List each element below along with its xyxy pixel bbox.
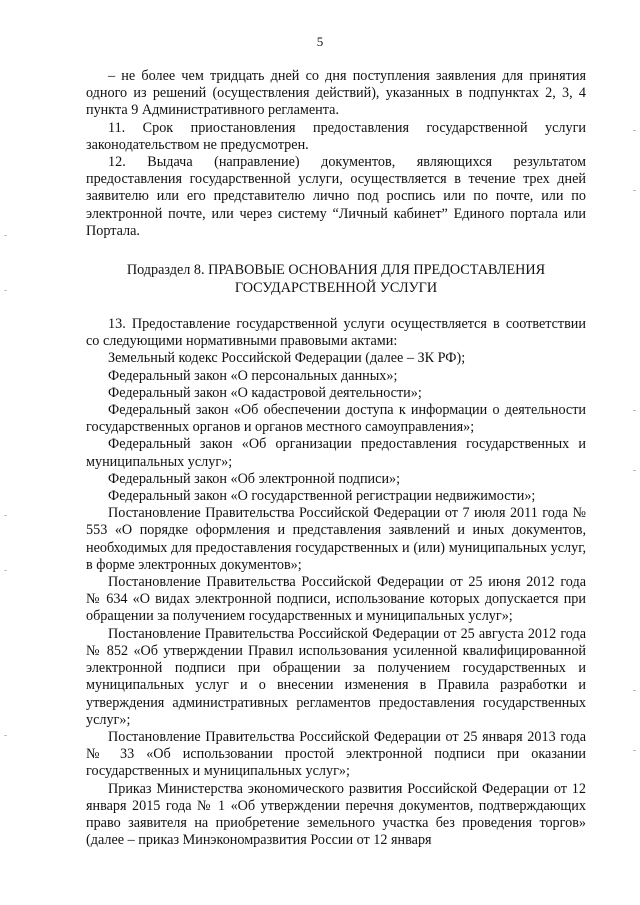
law-item-access-to-information: Федеральный закон «Об обеспечении доступа к информации о деятельности государственных органов и органов местного самоуправления»; (86, 402, 586, 436)
law-item-resolution-553: Постановление Правительства Российской Федерации от 7 июля 2011 года № 553 «О порядке оформления и представления заявлений и иных документов, необходимых для предоставления государственных и (или) муниципальных услуг, в форме электронных документов»; (86, 505, 586, 573)
law-item-order-1: Приказ Министерства экономического развития Российской Федерации от 12 января 2015 года № 1 «Об утверждении перечня документов, подтверждающих право заявителя на приобретение земельного участка без проведения торгов» (далее – приказ Минэкономразвития России от 12 января (86, 780, 586, 849)
paragraph-13-legal-basis: 13. Предоставление государственной услуги осуществляется в соответствии со следующими нормативными правовыми актами: (86, 316, 586, 350)
law-item-resolution-33: Постановление Правительства Российской Федерации от 25 января 2013 года № 33 «Об использовании простой электронной подписи при оказании государственных и муниципальных услуг»; (86, 728, 586, 780)
section-heading-line-1: Подраздел 8. ПРАВОВЫЕ ОСНОВАНИЯ ДЛЯ ПРЕДОСТАВЛЕНИЯ (126, 262, 546, 279)
scan-edge-marks-right (630, 0, 636, 905)
law-item-public-services: Федеральный закон «Об организации предоставления государственных и муниципальных услуг»; (86, 436, 586, 470)
paragraph-12-issuance: 12. Выдача (направление) документов, являющихся результатом предоставления государственной услуги, осуществляется в течение трех дней заявителю или его представителю лично под роспись или по почте, или по электронной почте, или через систему “Личный кабинет” Единого портала или Портала. (86, 154, 586, 239)
paragraph-deadline-thirty-days: – не более чем тридцать дней со дня поступления заявления для принятия одного из решений (осуществления действий), указанных в подпунктах 2, 3, 4 пункта 9 Административного регламента. (86, 68, 586, 119)
scan-edge-marks-left (4, 0, 10, 905)
law-item-electronic-signature: Федеральный закон «Об электронной подписи»; (108, 470, 401, 487)
document-body (86, 68, 586, 849)
paragraph-11-suspension-term: 11. Срок приостановления предоставления государственной услуги законодательством не предусмотрен. (86, 119, 586, 153)
law-item-resolution-634: Постановление Правительства Российской Федерации от 25 июня 2012 года № 634 «О видах электронной подписи, использование которых допускается при обращении за получением государственных и муниципальных услуг»; (86, 574, 586, 625)
law-item-land-code: Земельный кодекс Российской Федерации (далее – ЗК РФ); (108, 350, 466, 367)
section-heading-line-2: ГОСУДАРСТВЕННОЙ УСЛУГИ (234, 280, 438, 297)
law-item-personal-data: Федеральный закон «О персональных данных»; (108, 367, 398, 384)
section-heading (86, 261, 586, 297)
law-item-resolution-852: Постановление Правительства Российской Федерации от 25 августа 2012 года № 852 «Об утверждении Правил использования усиленной квалифицированной электронной подписи при обращении за получением государственных и муниципальных услуг и о внесении изменения в Правила разработки и утверждения административных регламентов предоставления государственных услуг»; (86, 625, 586, 728)
page-number: 5 (316, 34, 324, 49)
law-item-real-estate-registration: Федеральный закон «О государственной регистрации недвижимости»; (108, 488, 536, 505)
law-item-cadastral-activity: Федеральный закон «О кадастровой деятельности»; (108, 384, 422, 401)
